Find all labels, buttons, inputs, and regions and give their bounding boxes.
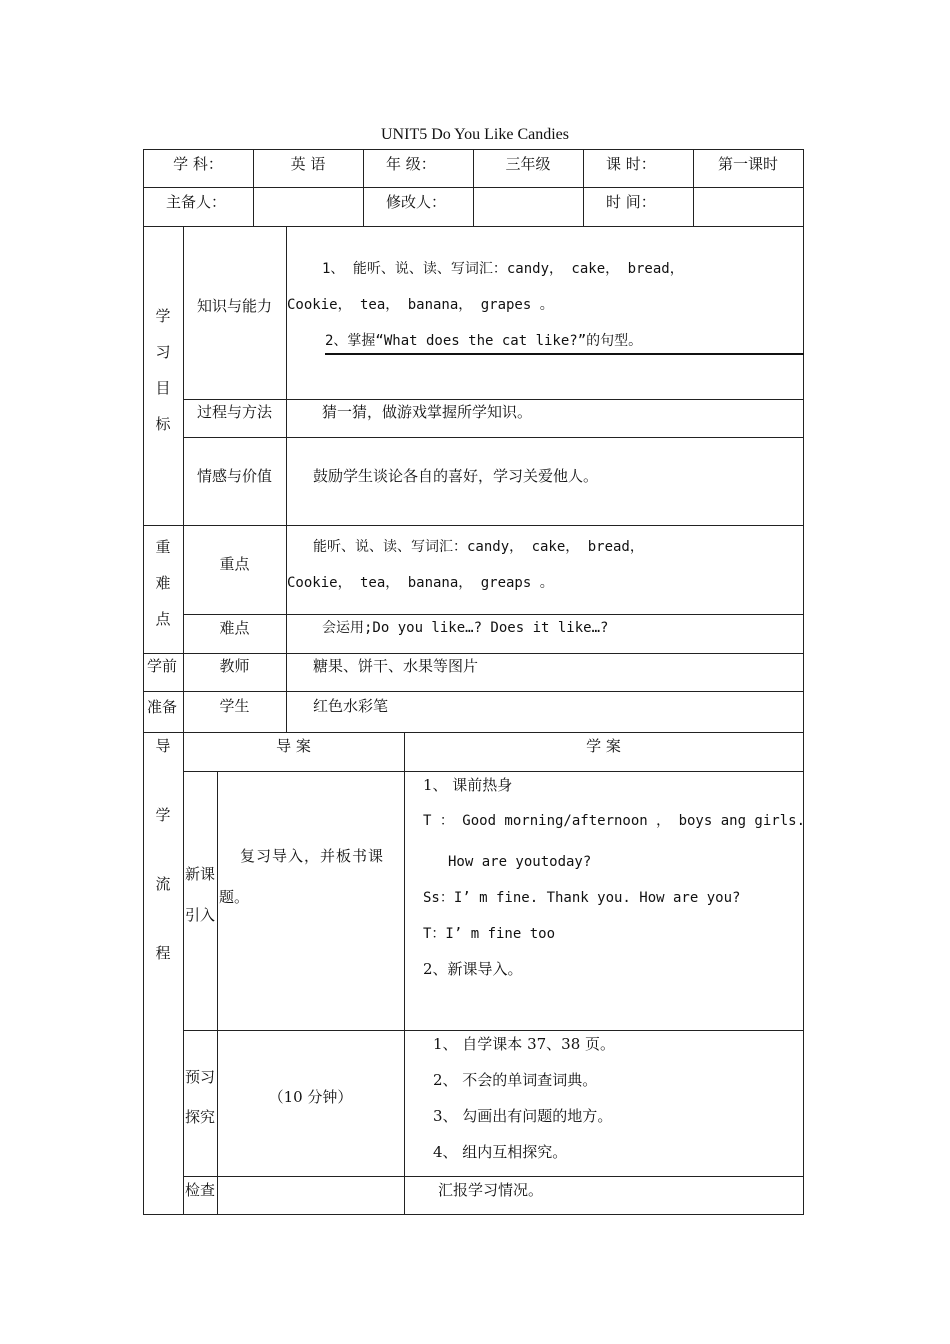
preview-label-2: 探究: [185, 1108, 216, 1126]
process-text: 猜一猜，做游戏掌握所学知识。: [322, 403, 533, 421]
intro-guide-line-2: 题。: [219, 888, 250, 906]
knowledge-label: 知识与能力: [196, 297, 272, 315]
intro-guide-line-1: 复习导入，并板书课: [240, 847, 385, 865]
reviser-label: 修改人：: [386, 193, 447, 211]
key-label: 重点: [219, 555, 250, 573]
preview-label-1: 预习: [185, 1068, 216, 1086]
period-value: 第一课时: [717, 155, 778, 173]
keypoints-section-label: 重 难 点: [155, 538, 171, 628]
time-label: 时 间：: [606, 193, 656, 211]
objectives-section-label: 学 习 目 标: [155, 307, 171, 433]
teacher-text: 糖果、饼干、水果等图片: [313, 657, 479, 675]
key-line-1: 能听、说、读、写词汇：candy， cake， bread，: [313, 539, 644, 555]
preview-guide-text: （10 分钟）: [268, 1088, 353, 1106]
check-label: 检查: [185, 1181, 216, 1199]
intro-line-6: 2、新课导入。: [423, 960, 523, 978]
prep-section-label-2: 准备: [147, 698, 178, 716]
knowledge-line-1: 1、 能听、说、读、写词汇：candy， cake， bread，: [322, 261, 684, 277]
knowledge-underline: [325, 353, 804, 355]
intro-line-3: How are youtoday?: [448, 854, 592, 870]
difficult-label: 难点: [219, 619, 250, 637]
preview-line-3: 3、 勾画出有问题的地方。: [433, 1107, 613, 1125]
page-title: UNIT5 Do You Like Candies: [381, 126, 569, 143]
subject-label: 学 科：: [173, 155, 223, 173]
guide-header: 导 案: [276, 737, 311, 755]
student-text: 红色水彩笔: [313, 697, 389, 715]
intro-label-2: 引入: [185, 906, 216, 924]
emotion-label: 情感与价值: [196, 467, 272, 485]
intro-line-1: 1、 课前热身: [423, 776, 513, 794]
prep-section-label-1: 学前: [147, 657, 178, 675]
study-header: 学 案: [586, 737, 621, 755]
check-text: 汇报学习情况。: [438, 1181, 544, 1199]
knowledge-line-3: 2、掌握“What does the cat like?”的句型。: [325, 333, 643, 349]
preview-line-2: 2、 不会的单词查词典。: [433, 1071, 598, 1089]
intro-line-5: T：I’ m fine too: [423, 926, 556, 942]
flow-section-label: 导 学 流 程: [155, 737, 171, 962]
subject-value: 英 语: [290, 155, 326, 173]
difficult-text: 会运用;Do you like…? Does it like…?: [322, 620, 609, 636]
intro-line-2: T ： Good morning/afternoon ， boys ang girls.: [423, 813, 806, 829]
preview-line-4: 4、 组内互相探究。: [433, 1143, 568, 1161]
preview-line-1: 1、 自学课本 37、38 页。: [433, 1035, 616, 1053]
period-label: 课 时：: [606, 155, 656, 173]
preparer-label: 主备人：: [166, 193, 227, 211]
grade-value: 三年级: [505, 155, 551, 173]
intro-label-1: 新课: [185, 865, 216, 883]
knowledge-line-2: Cookie， tea， banana， grapes 。: [287, 297, 554, 313]
key-line-2: Cookie， tea， banana， greaps 。: [287, 575, 554, 591]
intro-line-4: Ss：I’ m fine. Thank you. How are you?: [423, 890, 741, 906]
process-label: 过程与方法: [196, 403, 272, 421]
student-label: 学生: [219, 697, 250, 715]
teacher-label: 教师: [219, 657, 250, 675]
grade-label: 年 级：: [386, 155, 436, 173]
emotion-text: 鼓励学生谈论各自的喜好，学习关爱他人。: [313, 467, 599, 485]
